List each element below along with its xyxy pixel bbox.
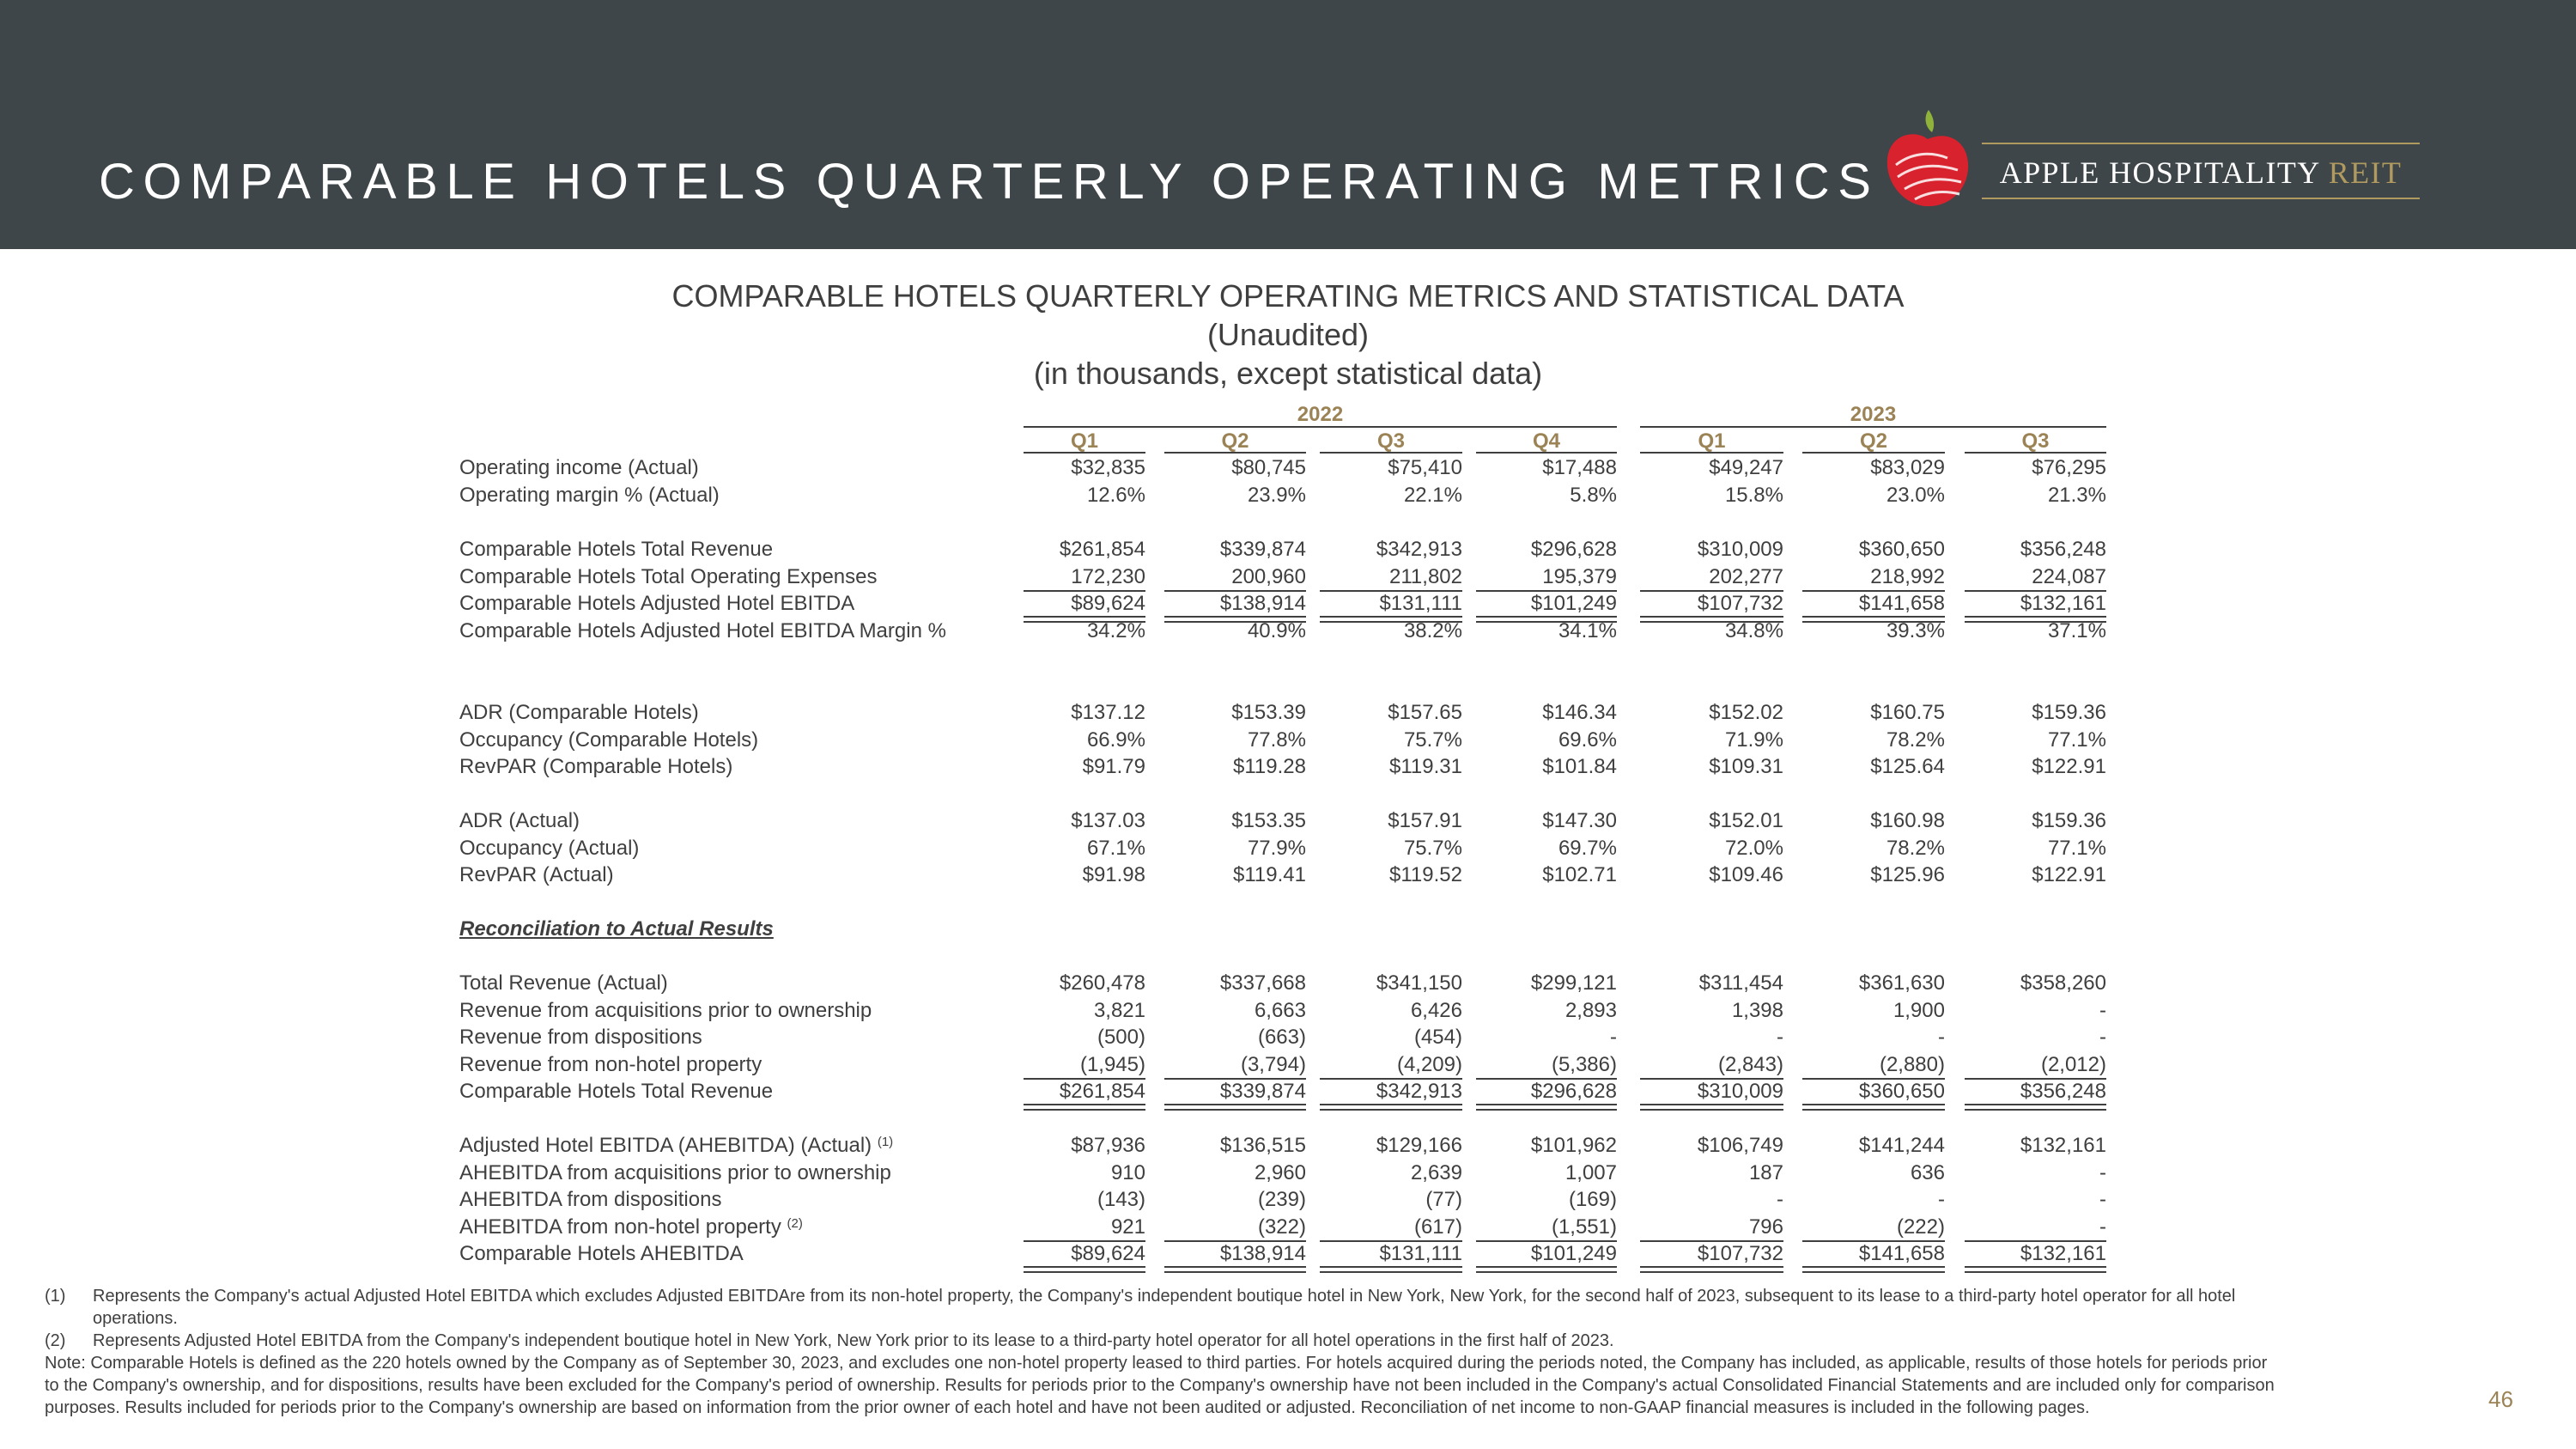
quarter-header-rule	[1965, 452, 2106, 454]
table-cell: 66.9%	[1086, 728, 1145, 752]
table-cell: $157.91	[1388, 809, 1462, 832]
table-cell: 6,426	[1410, 999, 1462, 1022]
table-cell: $129,166	[1376, 1134, 1462, 1157]
table-cell: $137.03	[1071, 809, 1145, 832]
table-cell: $119.28	[1233, 755, 1306, 778]
table-cell: 21.3%	[2047, 484, 2106, 507]
row-label	[459, 539, 773, 560]
table-cell: $109.31	[1709, 755, 1783, 778]
footnote-1-text-cont: operations.	[93, 1309, 178, 1328]
table-cell: (2,012)	[2040, 1053, 2106, 1076]
table-cell: $83,029	[1870, 456, 1945, 479]
table-cell: $358,260	[2020, 971, 2106, 995]
table-cell: 5.8%	[1570, 484, 1617, 507]
table-cell: $89,624	[1071, 592, 1145, 615]
table-cell: $131,111	[1379, 1242, 1462, 1265]
table-cell: 3,821	[1093, 999, 1145, 1022]
table-cell: -	[2099, 1188, 2106, 1211]
table-cell: 22.1%	[1403, 484, 1462, 507]
total-double-rule	[1802, 1266, 1945, 1273]
table-cell: (2,843)	[1717, 1053, 1783, 1076]
table-cell: $132,161	[2020, 1242, 2106, 1265]
table-cell: 218,992	[1870, 565, 1945, 588]
table-cell: $137.12	[1071, 701, 1145, 724]
table-cell: (1,945)	[1079, 1053, 1145, 1076]
table-cell: $119.31	[1389, 755, 1462, 778]
table-cell: $152.02	[1709, 701, 1783, 724]
table-cell: $107,732	[1697, 592, 1783, 615]
table-cell: $261,854	[1059, 1080, 1145, 1103]
table-cell: $153.35	[1231, 809, 1306, 832]
table-cell: $75,410	[1388, 456, 1462, 479]
table-cell: 40.9%	[1247, 619, 1306, 642]
row-label-text: Total Revenue (Actual)	[459, 971, 668, 995]
footnote-ref: (2)	[787, 1216, 803, 1231]
total-double-rule	[1476, 1266, 1617, 1273]
table-cell: 1,398	[1731, 999, 1783, 1022]
table-cell: $141,244	[1858, 1134, 1945, 1157]
table-cell: (663)	[1257, 1026, 1306, 1049]
table-cell: $101,962	[1530, 1134, 1617, 1157]
table-cell: (4,209)	[1396, 1053, 1462, 1076]
row-label-text: AHEBITDA from non-hotel property	[459, 1215, 781, 1239]
table-cell: -	[1938, 1026, 1945, 1049]
table-cell: (3,794)	[1240, 1053, 1306, 1076]
table-cell: 2,639	[1410, 1161, 1462, 1184]
table-cell: 77.1%	[2047, 728, 2106, 752]
row-label-text: Occupancy (Comparable Hotels)	[459, 728, 759, 752]
row-label-text: AHEBITDA from acquisitions prior to ownership	[459, 1161, 891, 1184]
total-double-rule	[1320, 1104, 1462, 1111]
table-cell: $17,488	[1542, 456, 1617, 479]
table-cell: 202,277	[1709, 565, 1783, 588]
row-label-text: Revenue from non-hotel property	[459, 1053, 762, 1076]
quarter-header: Q1	[1698, 429, 1726, 453]
row-label	[459, 1055, 762, 1075]
table-cell: 2,893	[1564, 999, 1617, 1022]
table-cell: $131,111	[1379, 592, 1462, 615]
table-cell: $342,913	[1376, 1080, 1462, 1103]
row-label	[459, 757, 732, 777]
quarter-header-rule	[1802, 452, 1945, 454]
table-cell: 172,230	[1071, 565, 1145, 588]
total-double-rule	[1024, 1266, 1145, 1273]
row-label	[459, 973, 668, 994]
total-double-rule	[1164, 1104, 1306, 1111]
quarter-header: Q1	[1070, 429, 1098, 453]
row-label	[459, 865, 614, 886]
table-cell: 195,379	[1542, 565, 1617, 588]
row-label	[459, 1027, 702, 1048]
table-cell: 23.0%	[1886, 484, 1945, 507]
row-label-text: Comparable Hotels Total Operating Expenses	[459, 565, 878, 588]
table-cell: $122.91	[2032, 755, 2106, 778]
table-cell: $360,650	[1858, 1080, 1945, 1103]
table-cell: $296,628	[1530, 538, 1617, 561]
row-label	[459, 458, 699, 478]
table-cell: $32,835	[1071, 456, 1145, 479]
footnote-ref: (1)	[877, 1135, 894, 1149]
row-label-text: RevPAR (Actual)	[459, 863, 614, 886]
table-cell: -	[1610, 1026, 1617, 1049]
table-cell: $119.52	[1389, 863, 1462, 886]
row-label	[459, 703, 699, 723]
table-cell: -	[2099, 999, 2106, 1022]
row-label	[459, 1001, 872, 1021]
table-cell: 211,802	[1389, 565, 1462, 588]
table-cell: $91.79	[1082, 755, 1145, 778]
row-label	[459, 1163, 891, 1184]
total-double-rule	[1965, 1266, 2106, 1273]
quarter-header: Q2	[1221, 429, 1249, 453]
table-cell: $101,249	[1530, 1242, 1617, 1265]
row-label	[459, 1217, 803, 1238]
table-cell: 34.2%	[1086, 619, 1145, 642]
row-label	[459, 567, 878, 588]
quarter-header: Q3	[1376, 429, 1405, 453]
table-cell: 224,087	[2032, 565, 2106, 588]
table-cell: -	[1777, 1026, 1783, 1049]
total-double-rule	[1965, 1104, 2106, 1111]
row-label	[459, 1081, 773, 1102]
row-label-text: Comparable Hotels Adjusted Hotel EBITDA	[459, 592, 855, 615]
row-label-text: Comparable Hotels Total Revenue	[459, 1080, 774, 1103]
table-cell: 72.0%	[1724, 837, 1783, 860]
year-header-2022: 2022	[1297, 403, 1344, 426]
footnote-2-marker: (2)	[45, 1331, 66, 1350]
table-cell: $89,624	[1071, 1242, 1145, 1265]
row-label	[459, 594, 854, 614]
table-cell: -	[1777, 1188, 1783, 1211]
table-cell: $310,009	[1697, 538, 1783, 561]
page-number: 46	[2488, 1386, 2513, 1412]
quarter-header-rule	[1476, 452, 1617, 454]
table-cell: (500)	[1097, 1026, 1145, 1049]
total-double-rule	[1640, 1266, 1783, 1273]
table-cell: $339,874	[1219, 1080, 1306, 1103]
table-cell: (322)	[1257, 1215, 1306, 1239]
table-cell: (77)	[1425, 1188, 1462, 1211]
table-cell: $159.36	[2032, 701, 2106, 724]
row-label	[459, 730, 758, 751]
table-cell: $299,121	[1530, 971, 1617, 995]
company-logo	[1880, 105, 2447, 216]
table-cell: 75.7%	[1403, 728, 1462, 752]
table-cell: 1,007	[1564, 1161, 1617, 1184]
total-double-rule	[1476, 1104, 1617, 1111]
row-label-text: Comparable Hotels AHEBITDA	[459, 1242, 744, 1265]
table-cell: 37.1%	[2047, 619, 2106, 642]
row-label	[459, 811, 580, 831]
footnote-1-text: Represents the Company's actual Adjusted Hotel EBITDA which excludes Adjusted EBITDAre from its non-hotel property, the Company's independent boutique hotel in New York, New York, for the second half of 2023, subsequent to its lease to a third-party hotel operator for all hotel	[93, 1287, 2236, 1306]
year-header-2023: 2023	[1850, 403, 1897, 426]
quarter-header-rule	[1024, 452, 1145, 454]
row-label-text: RevPAR (Comparable Hotels)	[459, 755, 733, 778]
table-cell: 69.7%	[1558, 837, 1617, 860]
table-cell: 200,960	[1231, 565, 1306, 588]
table-cell: $80,745	[1231, 456, 1306, 479]
table-cell: $337,668	[1219, 971, 1306, 995]
table-cell: $107,732	[1697, 1242, 1783, 1265]
quarter-header-rule	[1320, 452, 1462, 454]
table-cell: (1,551)	[1551, 1215, 1617, 1239]
row-label-text: Comparable Hotels Total Revenue	[459, 538, 774, 561]
table-cell: 39.3%	[1886, 619, 1945, 642]
note-line-1: Note: Comparable Hotels is defined as the 220 hotels owned by the Company as of September 30, 2023, and excludes one non-hotel property leased to third parties. For hotels acquired during the periods noted, the Company has included, as applicable, results of those hotels for periods prior	[45, 1354, 2268, 1373]
table-cell: (169)	[1568, 1188, 1617, 1211]
statement-title: COMPARABLE HOTELS QUARTERLY OPERATING METRICS AND STATISTICAL DATA	[671, 278, 1905, 314]
row-label-text: Revenue from dispositions	[459, 1026, 702, 1049]
table-cell: 187	[1748, 1161, 1783, 1184]
table-cell: (222)	[1896, 1215, 1945, 1239]
total-double-rule	[1802, 1104, 1945, 1111]
row-label	[459, 1244, 744, 1264]
table-cell: 34.1%	[1558, 619, 1617, 642]
quarter-header: Q2	[1859, 429, 1887, 453]
table-cell: $132,161	[2020, 1134, 2106, 1157]
quarter-header-rule	[1640, 452, 1783, 454]
table-cell: (617)	[1413, 1215, 1462, 1239]
table-cell: $125.96	[1870, 863, 1945, 886]
table-cell: $49,247	[1709, 456, 1783, 479]
table-cell: 2,960	[1254, 1161, 1306, 1184]
table-cell: $119.41	[1233, 863, 1306, 886]
table-cell: $101,249	[1530, 592, 1617, 615]
table-cell: $341,150	[1376, 971, 1462, 995]
table-cell: 78.2%	[1886, 728, 1945, 752]
table-cell: 67.1%	[1086, 837, 1145, 860]
row-label	[459, 1135, 893, 1156]
table-cell: $141,658	[1858, 592, 1945, 615]
table-cell: 38.2%	[1403, 619, 1462, 642]
statement-units: (in thousands, except statistical data)	[1033, 356, 1543, 391]
table-cell: $339,874	[1219, 538, 1306, 561]
table-cell: $132,161	[2020, 592, 2106, 615]
table-cell: $311,454	[1698, 971, 1783, 995]
table-cell: (5,386)	[1551, 1053, 1617, 1076]
apple-logo-icon	[1880, 105, 1975, 216]
row-label-text: Revenue from acquisitions prior to ownership	[459, 999, 872, 1022]
year-rule-2023	[1640, 426, 2106, 428]
footnote-1-marker: (1)	[45, 1287, 66, 1306]
row-label	[459, 1190, 721, 1210]
total-double-rule	[1320, 1266, 1462, 1273]
page-title: COMPARABLE HOTELS QUARTERLY OPERATING METRICS	[99, 154, 1880, 210]
table-cell: 12.6%	[1086, 484, 1145, 507]
table-cell: $109.46	[1709, 863, 1783, 886]
table-cell: $356,248	[2020, 538, 2106, 561]
table-cell: $360,650	[1858, 538, 1945, 561]
table-cell: 910	[1110, 1161, 1145, 1184]
table-cell: 69.6%	[1558, 728, 1617, 752]
table-cell: $296,628	[1530, 1080, 1617, 1103]
table-cell: 77.1%	[2047, 837, 2106, 860]
row-label	[459, 919, 774, 940]
row-label-text: ADR (Comparable Hotels)	[459, 701, 699, 724]
table-cell: -	[1938, 1188, 1945, 1211]
note-line-2: to the Company's ownership, and for dispositions, results have been excluded for the Company's period of ownership. Results for periods prior to the Company's ownership have not been included in the Company's actual Consolidated Financial Statements and are included only for comparison	[45, 1376, 2275, 1395]
header-bar	[0, 0, 2576, 249]
row-label-text: Occupancy (Actual)	[459, 837, 640, 860]
footnote-2-text: Represents Adjusted Hotel EBITDA from the Company's independent boutique hotel in New York, New York prior to its lease to a third-party hotel operator for all hotel operations in the first half of 2023.	[93, 1331, 1614, 1350]
table-cell: $260,478	[1059, 971, 1145, 995]
statement-subtitle: (Unaudited)	[1206, 317, 1370, 352]
table-cell: -	[2099, 1161, 2106, 1184]
quarter-header: Q3	[2021, 429, 2050, 453]
row-label	[459, 621, 946, 642]
table-cell: $138,914	[1219, 592, 1306, 615]
row-label-text: ADR (Actual)	[459, 809, 580, 832]
logo-wordmark: APPLE HOSPITALITY REIT	[1999, 155, 2403, 190]
table-cell: 77.9%	[1247, 837, 1306, 860]
table-cell: (454)	[1413, 1026, 1462, 1049]
table-cell: $106,749	[1697, 1134, 1783, 1157]
table-cell: $356,248	[2020, 1080, 2106, 1103]
logo-bottom-rule	[1982, 198, 2420, 199]
note-line-3: purposes. Results included for periods prior to the Company's ownership are based on information from the prior owner of each hotel and have not been audited or adjusted. Reconciliation of net income to non-GAAP financial measures is included in the following pages.	[45, 1398, 2090, 1417]
row-label-text: Operating margin % (Actual)	[459, 484, 720, 507]
logo-top-rule	[1982, 143, 2420, 144]
table-cell: $101.84	[1542, 755, 1617, 778]
table-cell: 6,663	[1254, 999, 1306, 1022]
table-cell: $157.65	[1388, 701, 1462, 724]
table-cell: $261,854	[1059, 538, 1145, 561]
table-cell: 23.9%	[1247, 484, 1306, 507]
row-label-text: AHEBITDA from dispositions	[459, 1188, 722, 1211]
table-cell: $146.34	[1542, 701, 1617, 724]
table-cell: $153.39	[1231, 701, 1306, 724]
row-label	[459, 838, 639, 859]
table-cell: 1,900	[1893, 999, 1945, 1022]
row-label-text: Operating income (Actual)	[459, 456, 699, 479]
table-cell: $102.71	[1542, 863, 1617, 886]
table-cell: $361,630	[1858, 971, 1945, 995]
quarter-header: Q4	[1532, 429, 1560, 453]
row-label	[459, 485, 720, 506]
table-cell: 15.8%	[1724, 484, 1783, 507]
table-cell: $310,009	[1697, 1080, 1783, 1103]
table-cell: $147.30	[1542, 809, 1617, 832]
quarter-header-rule	[1164, 452, 1306, 454]
table-cell: 636	[1910, 1161, 1945, 1184]
table-cell: $76,295	[2032, 456, 2106, 479]
table-cell: $141,658	[1858, 1242, 1945, 1265]
table-cell: -	[2099, 1026, 2106, 1049]
table-cell: $159.36	[2032, 809, 2106, 832]
table-cell: 77.8%	[1247, 728, 1306, 752]
total-double-rule	[1640, 1104, 1783, 1111]
table-cell: $138,914	[1219, 1242, 1306, 1265]
table-cell: $342,913	[1376, 538, 1462, 561]
table-cell: $87,936	[1071, 1134, 1145, 1157]
table-cell: 796	[1748, 1215, 1783, 1239]
total-double-rule	[1024, 1104, 1145, 1111]
table-cell: 34.8%	[1724, 619, 1783, 642]
table-cell: $152.01	[1709, 809, 1783, 832]
table-cell: (239)	[1257, 1188, 1306, 1211]
table-cell: 75.7%	[1403, 837, 1462, 860]
table-cell: (143)	[1097, 1188, 1145, 1211]
row-label-text: Adjusted Hotel EBITDA (AHEBITDA) (Actual)	[459, 1134, 872, 1157]
table-cell: $160.98	[1870, 809, 1945, 832]
year-rule-2022	[1024, 426, 1617, 428]
table-cell: 921	[1110, 1215, 1145, 1239]
total-double-rule	[1164, 1266, 1306, 1273]
table-cell: 78.2%	[1886, 837, 1945, 860]
table-cell: $136,515	[1219, 1134, 1306, 1157]
table-cell: $122.91	[2032, 863, 2106, 886]
table-cell: $160.75	[1870, 701, 1945, 724]
table-cell: 71.9%	[1724, 728, 1783, 752]
row-label-text: Reconciliation to Actual Results	[459, 917, 774, 941]
table-cell: $125.64	[1870, 755, 1945, 778]
row-label-text: Comparable Hotels Adjusted Hotel EBITDA Margin %	[459, 619, 946, 642]
table-cell: -	[2099, 1215, 2106, 1239]
table-cell: (2,880)	[1879, 1053, 1945, 1076]
table-cell: $91.98	[1082, 863, 1145, 886]
